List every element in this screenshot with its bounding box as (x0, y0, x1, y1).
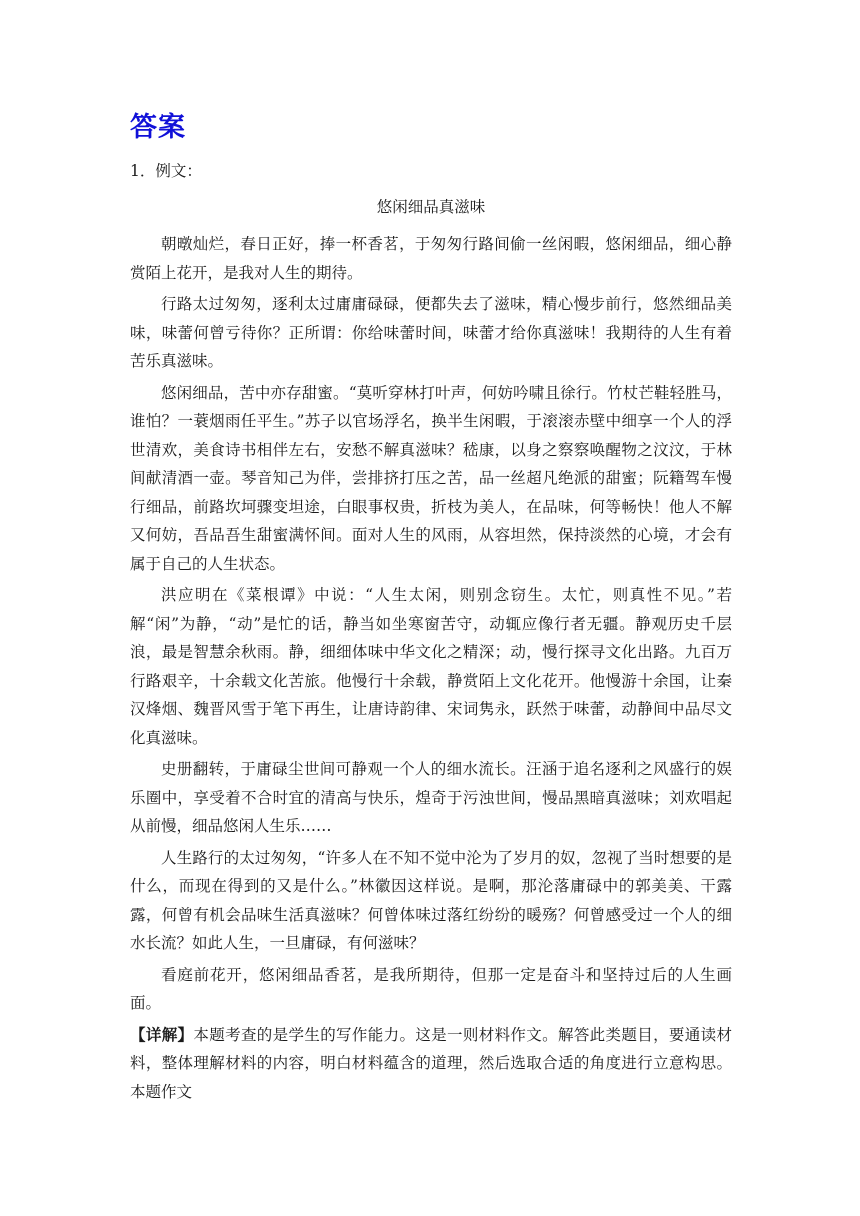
essay-paragraph-6: 人生路行的太过匆匆，“许多人在不知不觉中沦为了岁月的奴，忽视了当时想要的是什么，而现在得到的又是什么。”林徽因这样说。是啊，那沦落庸碌中的郭美美、干露露，何曾有机会品味生活真滋味？何曾体味过落红纷纷的暖殇？何曾感受过一个人的细水长流？如此人生，一旦庸碌，有何滋味？ (130, 848, 732, 952)
essay-paragraph-7: 看庭前花开，悠闲细品香茗，是我所期待，但那一定是奋斗和坚持过后的人生画面。 (130, 965, 732, 1012)
detail-text: 本题考查的是学生的写作能力。这是一则材料作文。解答此类题目，要通读材料，整体理解材料的内容，明白材料蕴含的道理，然后选取合适的角度进行立意构思。本题作文 (130, 1025, 732, 1101)
essay-title: 悠闲细品真滋味 (376, 198, 486, 216)
essay-paragraph-4: 洪应明在《菜根谭》中说：“人生太闲，则别念窃生。太忙，则真性不见。”若解“闲”为静，“动”是忙的话，静当如坐寒窗苦守，动辄应像行者无疆。静观历史千层浪，最是智慧余秋雨。静，细细体味中华文化之精深；动，慢行探寻文化出路。九百万行路艰辛，十余载文化苦旅。他慢行十余载，静赏陌上文化花开。他慢游十余国，让秦汉烽烟、魏晋风雪于笔下再生，让唐诗韵律、宋词隽永，跃然于味蕾，动静间中品尽文化真滋味。 (130, 586, 732, 747)
essay-paragraph-5: 史册翻转，于庸碌尘世间可静观一个人的细水流长。汪涵于追名逐利之风盛行的娱乐圈中，享受着不合时宜的清高与快乐，煌奇于污浊世间，慢品黑暗真滋味；刘欢唱起从前慢，细品悠闲人生乐…… (130, 760, 732, 835)
detail-label: 【详解】 (130, 1024, 194, 1044)
essay-paragraph-1: 朝暾灿烂，春日正好，捧一杯香茗，于匆匆行路间偷一丝闲暇，悠闲细品，细心静赏陌上花开，是我对人生的期待。 (130, 235, 732, 282)
essay-paragraph-3: 悠闲细品，苦中亦存甜蜜。“莫听穿林打叶声，何妨吟啸且徐行。竹杖芒鞋轻胜马，谁怕？一蓑烟雨任平生。”苏子以官场浮名，换半生闲暇，于滚滚赤壁中细享一个人的浮世清欢，美食诗书相伴左右，安愁不解真滋味？嵇康，以身之察察唤醒物之汶汶，于林间献清酒一壶。琴音知己为伴，尝排挤打压之苦，品一丝超凡绝派的甜蜜；阮籍驾车慢行细品，前路坎坷骤变坦途，白眼事权贵，折枝为美人，在品味，何等畅快！他人不解又何妨，吾品吾生甜蜜满怀间。面对人生的风雨，从容坦然，保持淡然的心境，才会有属于自己的人生状态。 (130, 383, 732, 573)
detail-explanation (130, 1021, 732, 1107)
question-number: 1．例文： (130, 162, 202, 180)
essay-paragraph-2: 行路太过匆匆，逐利太过庸庸碌碌，便都失去了滋味，精心慢步前行，悠然细品美味，味蕾何曾亏待你？正所谓：你给味蕾时间，味蕾才给你真滋味！我期待的人生有着苦乐真滋味。 (130, 295, 732, 370)
answer-heading: 答案 (130, 112, 186, 143)
